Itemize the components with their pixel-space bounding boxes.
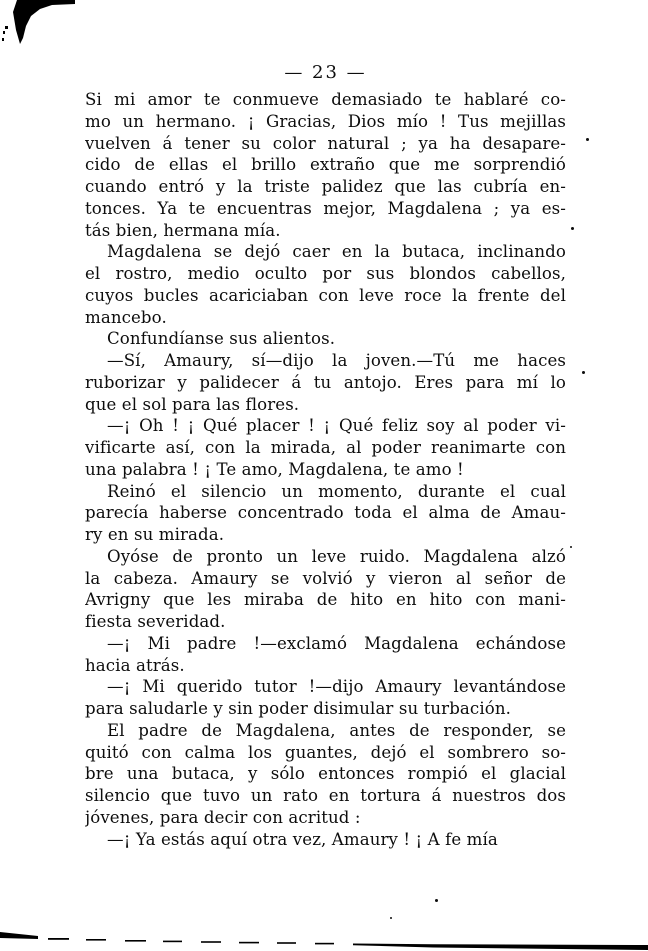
text-line: el rostro, medio oculto por sus blondos cabellos, [85, 264, 566, 283]
page-number: — 23 — [284, 62, 367, 83]
text-line: cuyos bucles acariciaban con leve roce la frente del [85, 285, 566, 305]
scan-edge-line-artifact [0, 928, 648, 951]
text-line: —¡ Mi padre !—exclamó Magdalena echándose [107, 633, 566, 653]
paragraph [85, 415, 566, 480]
text-line: —Sí, Amaury, sí—dijo la joven.—Tú me haces [107, 351, 566, 370]
text-line: mancebo. [85, 307, 167, 327]
text-line: jóvenes, para decir con acritud : [85, 807, 361, 827]
paragraph [85, 350, 566, 415]
ink-speck [586, 138, 589, 141]
ink-speck [435, 899, 438, 902]
text-line: silencio que tuvo un rato en tortura á nuestros dos [85, 786, 566, 805]
text-line: Reinó el silencio un momento, durante el cual [107, 481, 566, 501]
text-line: fiesta severidad. [85, 612, 226, 631]
text-line: mo un hermano. ¡ Gracias, Dios mío ! Tus mejillas [85, 111, 566, 131]
paragraph [85, 633, 566, 677]
text-line: vificarte así, con la mirada, al poder reanimarte con [85, 438, 566, 457]
ink-speck [570, 546, 572, 548]
ink-speck [390, 917, 392, 919]
text-line: —¡ Ya estás aquí otra vez, Amaury ! ¡ A fe mía [107, 829, 498, 849]
text-line: Oyóse de pronto un leve ruido. Magdalena alzó [107, 546, 566, 566]
ink-speck [582, 371, 585, 374]
text-line: tonces. Ya te encuentras mejor, Magdalena ; ya es- [85, 198, 566, 218]
text-line: la cabeza. Amaury se volvió y vieron al señor de [85, 568, 566, 588]
text-line: —¡ Oh ! ¡ Qué placer ! ¡ Qué feliz soy al poder vi- [107, 416, 566, 436]
paragraph [85, 720, 566, 829]
text-line: ruborizar y palidecer á tu antojo. Eres para mí lo [85, 372, 566, 392]
paragraph [85, 829, 566, 851]
text-line: cido de ellas el brillo extraño que me sorprendió [85, 155, 566, 175]
text-line: —¡ Mi querido tutor !—dijo Amaury levantándose [107, 677, 566, 697]
ink-blob-artifact [0, 0, 130, 60]
text-line: ry en su mirada. [85, 525, 225, 544]
text-line: quitó con calma los guantes, dejó el sombrero so- [85, 742, 566, 762]
text-line: Avrigny que les miraba de hito en hito con mani- [85, 590, 566, 610]
text-line: parecía haberse concentrado toda el alma de Amau- [85, 503, 566, 523]
text-line: una palabra ! ¡ Te amo, Magdalena, te amo ! [85, 459, 464, 479]
text-line: cuando entró y la triste palidez que las cubría en- [85, 177, 566, 196]
text-line: hacia atrás. [85, 655, 185, 675]
text-line: Si mi amor te conmueve demasiado te hablaré co- [85, 90, 566, 109]
text-line: tás bien, hermana mía. [85, 220, 281, 240]
text-line: que el sol para las flores. [85, 394, 300, 414]
text-line: bre una butaca, y sólo entonces rompió el glacial [85, 764, 566, 784]
paragraph [85, 241, 566, 328]
text-line: Confundíanse sus alientos. [107, 329, 336, 349]
page-text [85, 89, 566, 850]
text-line: Magdalena se dejó caer en la butaca, inclinando [107, 242, 566, 262]
paragraph [85, 89, 566, 241]
text-line: para saludarle y sin poder disimular su turbación. [85, 699, 511, 718]
text-line: vuelven á tener su color natural ; ya ha desapare- [85, 133, 566, 153]
ink-speck [571, 227, 574, 230]
paragraph [85, 546, 566, 633]
paragraph [85, 676, 566, 720]
paragraph [85, 481, 566, 546]
paragraph [85, 328, 566, 350]
text-line: El padre de Magdalena, antes de responder, se [107, 720, 566, 740]
